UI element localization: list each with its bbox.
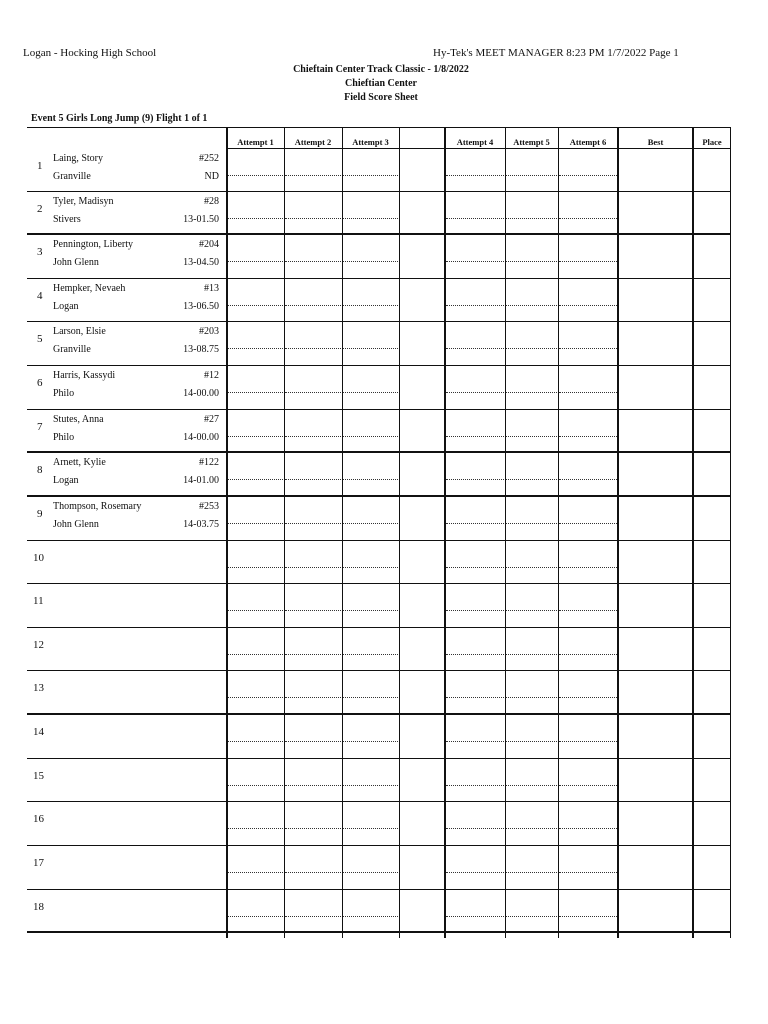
- header-attempt-6: Attempt 6: [569, 137, 607, 147]
- row-divider: [27, 801, 731, 802]
- attempt-line: [343, 479, 398, 480]
- attempt-line: [506, 741, 557, 742]
- athlete-name: Stutes, Anna: [53, 414, 104, 425]
- seed-mark: 13-04.50: [183, 257, 219, 268]
- header-best: Best: [647, 137, 664, 147]
- row-number: 10: [33, 552, 44, 564]
- header-place: Place: [702, 137, 722, 147]
- meet-title: Chieftain Center Track Classic - 1/8/2022: [293, 64, 469, 75]
- attempt-line: [446, 305, 504, 306]
- athlete-school: Logan: [53, 475, 79, 486]
- attempt-line: [228, 436, 283, 437]
- seed-mark: ND: [204, 171, 219, 182]
- attempt-line: [343, 305, 398, 306]
- column-divider: [730, 128, 731, 938]
- attempt-line: [559, 567, 617, 568]
- column-divider: [505, 128, 506, 938]
- athlete-school: Philo: [53, 388, 75, 399]
- athlete-name: Hempker, Nevaeh: [53, 283, 126, 294]
- attempt-line: [285, 479, 341, 480]
- athlete-name: Laing, Story: [53, 153, 103, 164]
- attempt-line: [343, 785, 398, 786]
- attempt-line: [343, 175, 398, 176]
- header-attempt-3: Attempt 3: [352, 137, 389, 147]
- row-divider: [27, 713, 731, 715]
- athlete-name: Pennington, Liberty: [53, 239, 133, 250]
- attempt-line: [228, 828, 283, 829]
- attempt-line: [559, 479, 617, 480]
- attempt-line: [285, 697, 341, 698]
- attempt-line: [446, 523, 504, 524]
- attempt-line: [506, 305, 557, 306]
- attempt-line: [343, 741, 398, 742]
- row-divider: [27, 233, 731, 235]
- attempt-line: [506, 828, 557, 829]
- attempt-line: [446, 261, 504, 262]
- athlete-school: Logan: [53, 301, 79, 312]
- athlete-school: Philo: [53, 432, 75, 443]
- athlete-entry-number: #204: [199, 239, 219, 250]
- attempt-line: [559, 610, 617, 611]
- attempt-line: [506, 348, 557, 349]
- row-number: 13: [33, 682, 44, 694]
- seed-mark: 13-08.75: [183, 344, 219, 355]
- place-number: 5: [37, 333, 43, 345]
- athlete-school: Stivers: [53, 214, 81, 225]
- place-number: 1: [37, 160, 43, 172]
- attempt-line: [228, 785, 283, 786]
- column-divider: [399, 128, 400, 938]
- athlete-school: John Glenn: [53, 257, 99, 268]
- attempt-line: [228, 567, 283, 568]
- row-number: 16: [33, 813, 44, 825]
- attempt-line: [285, 567, 341, 568]
- row-number: 15: [33, 770, 44, 782]
- place-number: 4: [37, 290, 43, 302]
- attempt-line: [559, 741, 617, 742]
- attempt-line: [343, 654, 398, 655]
- attempt-line: [228, 348, 283, 349]
- row-divider: [27, 845, 731, 846]
- attempt-line: [506, 218, 557, 219]
- row-divider: [27, 409, 731, 410]
- attempt-line: [343, 436, 398, 437]
- attempt-line: [506, 567, 557, 568]
- attempt-line: [506, 523, 557, 524]
- attempt-line: [228, 741, 283, 742]
- row-divider: [27, 627, 731, 628]
- attempt-line: [559, 654, 617, 655]
- event-underline: [27, 127, 731, 128]
- column-divider: [692, 128, 694, 938]
- attempt-line: [343, 610, 398, 611]
- athlete-name: Larson, Elsie: [53, 326, 106, 337]
- attempt-line: [285, 305, 341, 306]
- athlete-entry-number: #253: [199, 501, 219, 512]
- athlete-school: John Glenn: [53, 519, 99, 530]
- attempt-line: [343, 916, 398, 917]
- attempt-line: [446, 392, 504, 393]
- attempt-line: [446, 348, 504, 349]
- attempt-line: [446, 610, 504, 611]
- attempt-line: [228, 305, 283, 306]
- athlete-name: Arnett, Kylie: [53, 457, 106, 468]
- attempt-line: [343, 392, 398, 393]
- attempt-line: [285, 175, 341, 176]
- row-divider: [27, 540, 731, 541]
- attempt-line: [228, 175, 283, 176]
- attempt-line: [446, 916, 504, 917]
- attempt-line: [506, 654, 557, 655]
- row-number: 14: [33, 726, 44, 738]
- attempt-line: [559, 697, 617, 698]
- place-number: 6: [37, 377, 43, 389]
- attempt-line: [343, 218, 398, 219]
- column-divider: [226, 128, 228, 938]
- attempt-line: [559, 261, 617, 262]
- row-divider: [27, 495, 731, 497]
- athlete-name: Thompson, Rosemary: [53, 501, 142, 512]
- attempt-line: [285, 392, 341, 393]
- athlete-entry-number: #203: [199, 326, 219, 337]
- athlete-name: Tyler, Madisyn: [53, 196, 114, 207]
- attempt-line: [285, 261, 341, 262]
- row-divider: [27, 758, 731, 759]
- attempt-line: [285, 523, 341, 524]
- attempt-line: [285, 872, 341, 873]
- seed-mark: 14-03.75: [183, 519, 219, 530]
- attempt-line: [506, 697, 557, 698]
- attempt-line: [228, 479, 283, 480]
- event-line: Event 5 Girls Long Jump (9) Flight 1 of 1: [31, 113, 208, 124]
- attempt-line: [228, 872, 283, 873]
- attempt-line: [559, 828, 617, 829]
- attempt-line: [343, 567, 398, 568]
- athlete-entry-number: #122: [199, 457, 219, 468]
- attempt-line: [343, 523, 398, 524]
- athlete-entry-number: #13: [204, 283, 219, 294]
- row-divider: [27, 670, 731, 671]
- attempt-line: [228, 218, 283, 219]
- header-attempt-1: Attempt 1: [237, 137, 274, 147]
- attempt-line: [559, 916, 617, 917]
- attempt-line: [285, 348, 341, 349]
- attempt-line: [446, 741, 504, 742]
- athlete-school: Granville: [53, 344, 91, 355]
- athlete-school: Granville: [53, 171, 91, 182]
- attempt-line: [285, 828, 341, 829]
- attempt-line: [228, 523, 283, 524]
- attempt-line: [343, 828, 398, 829]
- attempt-line: [559, 305, 617, 306]
- sheet-title: Field Score Sheet: [344, 92, 418, 103]
- header-attempt-5: Attempt 5: [513, 137, 550, 147]
- header-bottom-line: [227, 148, 731, 149]
- column-divider: [558, 128, 559, 938]
- attempt-line: [446, 872, 504, 873]
- row-divider: [27, 889, 731, 890]
- row-number: 18: [33, 901, 44, 913]
- row-divider: [27, 321, 731, 322]
- attempt-line: [446, 828, 504, 829]
- school-name: Logan - Hocking High School: [23, 47, 157, 59]
- attempt-line: [446, 654, 504, 655]
- header-attempt-2: Attempt 2: [294, 137, 332, 147]
- attempt-line: [343, 872, 398, 873]
- athlete-entry-number: #12: [204, 370, 219, 381]
- attempt-line: [285, 218, 341, 219]
- attempt-line: [559, 218, 617, 219]
- attempt-line: [506, 479, 557, 480]
- attempt-line: [228, 916, 283, 917]
- attempt-line: [285, 654, 341, 655]
- attempt-line: [343, 697, 398, 698]
- attempt-line: [446, 479, 504, 480]
- athlete-name: Harris, Kassydi: [53, 370, 116, 381]
- attempt-line: [506, 785, 557, 786]
- attempt-line: [228, 610, 283, 611]
- attempt-line: [506, 392, 557, 393]
- venue-name: Chieftian Center: [345, 78, 417, 89]
- row-divider: [27, 583, 731, 584]
- seed-mark: 14-00.00: [183, 432, 219, 443]
- attempt-line: [506, 610, 557, 611]
- column-divider: [444, 128, 446, 938]
- attempt-line: [446, 436, 504, 437]
- row-number: 11: [33, 595, 44, 607]
- row-divider: [27, 451, 731, 453]
- row-divider: [27, 365, 731, 366]
- attempt-line: [559, 348, 617, 349]
- attempt-line: [559, 523, 617, 524]
- attempt-line: [285, 785, 341, 786]
- column-divider: [342, 128, 343, 938]
- attempt-line: [559, 785, 617, 786]
- attempt-line: [506, 872, 557, 873]
- place-number: 2: [37, 203, 43, 215]
- column-divider: [284, 128, 285, 938]
- attempt-line: [446, 175, 504, 176]
- attempt-line: [559, 392, 617, 393]
- athlete-entry-number: #27: [204, 414, 219, 425]
- place-number: 9: [37, 508, 43, 520]
- meet-manager-meta: Hy-Tek's MEET MANAGER 8:23 PM 1/7/2022 Page 1: [433, 47, 679, 59]
- row-divider: [27, 191, 731, 192]
- row-divider: [27, 278, 731, 279]
- seed-mark: 13-01.50: [183, 214, 219, 225]
- attempt-line: [446, 785, 504, 786]
- attempt-line: [285, 610, 341, 611]
- athlete-entry-number: #28: [204, 196, 219, 207]
- seed-mark: 13-06.50: [183, 301, 219, 312]
- attempt-line: [506, 261, 557, 262]
- attempt-line: [446, 218, 504, 219]
- attempt-line: [506, 436, 557, 437]
- attempt-line: [446, 697, 504, 698]
- attempt-line: [343, 348, 398, 349]
- attempt-line: [285, 741, 341, 742]
- row-number: 17: [33, 857, 44, 869]
- attempt-line: [285, 916, 341, 917]
- attempt-line: [285, 436, 341, 437]
- athlete-entry-number: #252: [199, 153, 219, 164]
- row-divider: [27, 931, 731, 933]
- attempt-line: [559, 872, 617, 873]
- attempt-line: [228, 697, 283, 698]
- seed-mark: 14-01.00: [183, 475, 219, 486]
- place-number: 3: [37, 246, 43, 258]
- row-number: 12: [33, 639, 44, 651]
- column-divider: [617, 128, 619, 938]
- attempt-line: [343, 261, 398, 262]
- attempt-line: [559, 175, 617, 176]
- attempt-line: [446, 567, 504, 568]
- attempt-line: [228, 654, 283, 655]
- attempt-line: [228, 261, 283, 262]
- attempt-line: [228, 392, 283, 393]
- place-number: 7: [37, 421, 43, 433]
- seed-mark: 14-00.00: [183, 388, 219, 399]
- attempt-line: [559, 436, 617, 437]
- header-attempt-4: Attempt 4: [456, 137, 494, 147]
- attempt-line: [506, 175, 557, 176]
- place-number: 8: [37, 464, 43, 476]
- attempt-line: [506, 916, 557, 917]
